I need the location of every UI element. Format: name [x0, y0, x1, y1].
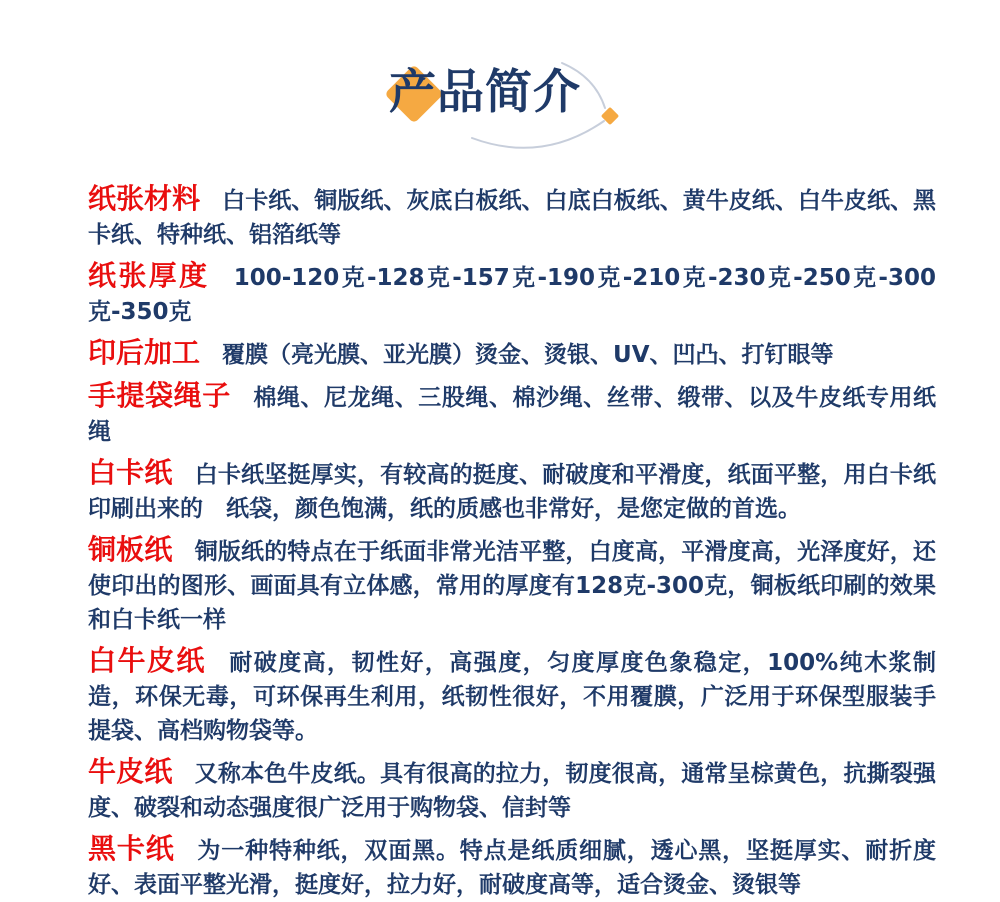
section-text: 覆膜（亮光膜、亚光膜）烫金、烫银、UV、凹凸、打钉眼等	[222, 342, 834, 368]
section-label: 黑卡纸	[88, 832, 175, 865]
section-label: 印后加工	[88, 336, 201, 369]
section-label: 纸张厚度	[88, 259, 210, 292]
section-label: 牛皮纸	[88, 755, 173, 788]
section-paper-thickness	[88, 259, 936, 329]
section-post-press-finishing	[88, 336, 936, 372]
section-text: 耐破度高，韧性好，高强度，匀度厚度色象稳定，100%纯木浆制造，环保无毒，可环保再生利用，纸韧性很好，不用覆膜，广泛用于环保型服装手提袋、高档购物袋等。	[88, 650, 936, 744]
section-text: 又称本色牛皮纸。具有很高的拉力，韧度很高，通常呈棕黄色，抗撕裂强度、破裂和动态强度很广泛用于购物袋、信封等	[88, 761, 936, 821]
section-label: 白牛皮纸	[88, 644, 206, 677]
section-label: 纸张材料	[88, 182, 201, 215]
section-white-cardboard	[88, 456, 936, 526]
section-kraft-paper	[88, 755, 936, 825]
section-text: 为一种特种纸，双面黑。特点是纸质细腻，透心黑，坚挺厚实、耐折度好、表面平整光滑，挺度好，拉力好，耐破度高等，适合烫金、烫银等	[88, 838, 936, 898]
page-title: 产品简介	[389, 65, 581, 120]
section-white-kraft-paper	[88, 644, 936, 748]
page-header	[0, 0, 1000, 182]
section-text: 铜版纸的特点在于纸面非常光洁平整，白度高，平滑度高，光泽度好，还使印出的图形、画面具有立体感，常用的厚度有128克-300克，铜板纸印刷的效果和白卡纸一样	[88, 539, 936, 633]
content	[0, 182, 1000, 902]
section-text: 白卡纸、铜版纸、灰底白板纸、白底白板纸、黄牛皮纸、白牛皮纸、黑卡纸、特种纸、铝箔纸等	[88, 188, 937, 248]
section-label: 铜板纸	[88, 533, 173, 566]
section-paper-material	[88, 182, 936, 252]
section-label: 白卡纸	[88, 456, 173, 489]
section-text: 白卡纸坚挺厚实，有较高的挺度、耐破度和平滑度，纸面平整，用白卡纸印刷出来的 纸袋，颜色饱满，纸的质感也非常好，是您定做的首选。	[88, 462, 936, 522]
section-label: 手提袋绳子	[88, 379, 231, 412]
section-text: 棉绳、尼龙绳、三股绳、棉沙绳、丝带、缎带、以及牛皮纸专用纸绳	[88, 385, 936, 445]
section-black-cardboard	[88, 832, 936, 902]
section-text: 100-120克-128克-157克-190克-210克-230克-250克-300克-350克	[88, 265, 936, 325]
section-handle-rope	[88, 379, 936, 449]
section-coated-paper	[88, 533, 936, 637]
